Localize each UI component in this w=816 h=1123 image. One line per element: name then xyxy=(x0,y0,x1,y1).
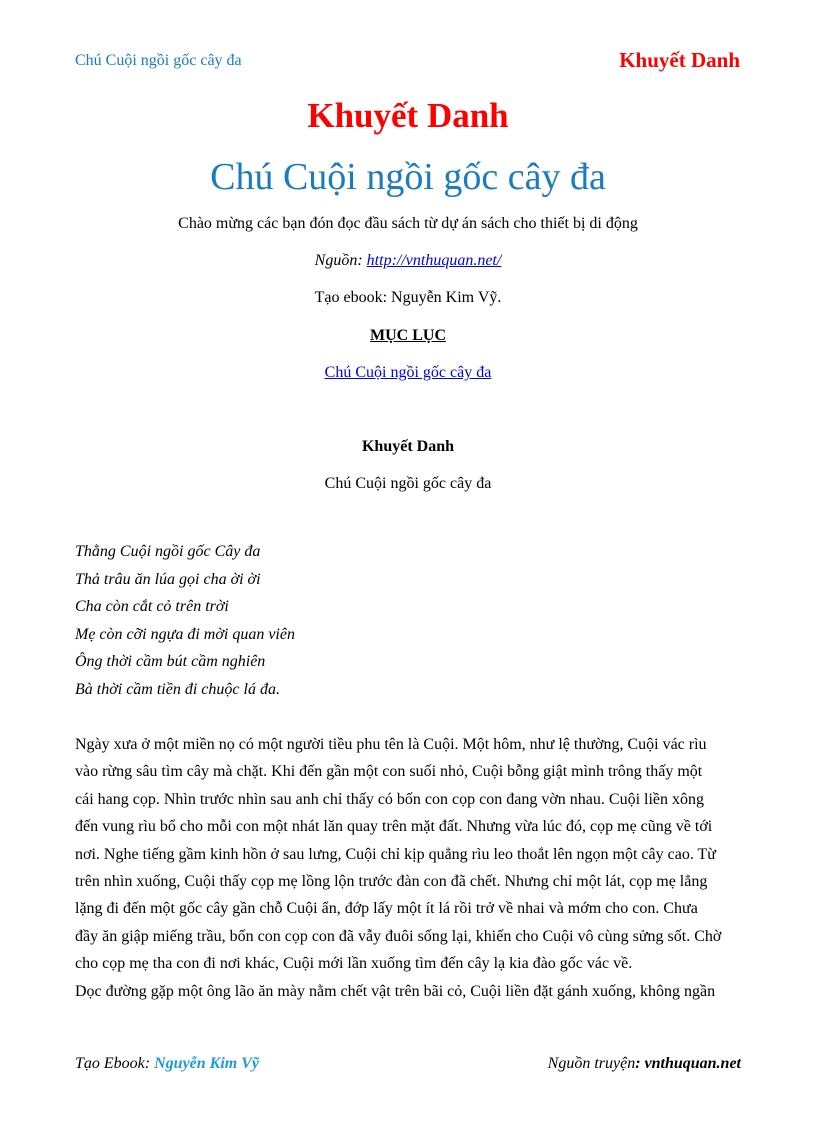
footer-source-site: vnthuquan.net xyxy=(644,1055,741,1072)
prose-line: Ngày xưa ở một miền nọ có một người tiều phu tên là Cuội. Một hôm, như lệ thường, Cuội vác rìu xyxy=(75,736,707,753)
story-text xyxy=(75,731,745,1005)
poem xyxy=(75,538,295,704)
poem-line: Thả trâu ăn lúa gọi cha ời ời xyxy=(75,570,261,588)
prose-line: Dọc đường gặp một ông lão ăn mày nằm chết vật trên bãi cỏ, Cuội liền đặt gánh xuống, không ngần xyxy=(75,982,716,1000)
poem-line: Thằng Cuội ngồi gốc Cây đa xyxy=(75,543,261,560)
poem-line: Mẹ còn cỡi ngựa đi mời quan viên xyxy=(75,625,295,643)
prose-line: đến vung rìu bổ cho mỗi con một nhát lăn quay trên mặt đất. Nhưng vừa lúc đó, cọp mẹ cũng về tới xyxy=(75,818,713,836)
footer-creator-label: Tạo Ebook: xyxy=(75,1055,155,1072)
toc-item-link[interactable]: Chú Cuội ngồi gốc cây đa xyxy=(324,364,492,381)
welcome-text: Chào mừng các bạn đón đọc đầu sách từ dự án sách cho thiết bị di động xyxy=(178,215,638,232)
poem-line: Ông thời cầm bút cầm nghiên xyxy=(75,653,266,671)
header-author: Khuyết Danh xyxy=(619,48,740,72)
prose-line: lặng đi đến một gốc cây gần chỗ Cuội ẩn, đớp lấy một ít lá rồi trở về nhai và mớm cho con. Chưa xyxy=(75,900,698,918)
book-title: Chú Cuội ngồi gốc cây đa xyxy=(210,156,606,198)
toc-heading: MỤC LỤC xyxy=(370,327,446,344)
prose-line: nơi. Nghe tiếng gầm kinh hồn ở sau lưng, Cuội chỉ kịp quẳng rìu leo thoắt lên ngọn một cây cao. Từ xyxy=(75,845,716,863)
source-link[interactable]: http://vnthuquan.net/ xyxy=(366,252,502,269)
poem-line: Bà thời cầm tiền đi chuộc lá đa. xyxy=(75,680,280,698)
prose-line: đầy ăn giập miếng trầu, bốn con cọp con đã vẫy đuôi sống lại, khiến cho Cuội vô cùng sửng sốt. Chờ xyxy=(75,927,722,945)
prose-line: cái hang cọp. Nhìn trước nhìn sau anh chỉ thấy có bốn con cọp con đang vờn nhau. Cuội liền xông xyxy=(75,790,705,808)
prose-line: vào rừng sâu tìm cây mà chặt. Khi đến gần một con suối nhỏ, Cuội bỗng giật mình trông thấy một xyxy=(75,763,703,781)
ebook-creator: Tạo ebook: Nguyễn Kim Vỹ. xyxy=(314,289,502,306)
book-author: Khuyết Danh xyxy=(307,96,509,135)
footer-creator-name: Nguyễn Kim Vỹ xyxy=(154,1055,259,1072)
page-footer xyxy=(75,1055,741,1073)
footer-source-label: Nguồn truyện xyxy=(547,1055,636,1072)
section-author: Khuyết Danh xyxy=(361,438,455,455)
footer-source xyxy=(548,1055,741,1073)
footer-creator xyxy=(75,1055,259,1073)
footer-source-colon: : xyxy=(635,1055,645,1072)
poem-line: Cha còn cắt cỏ trên trời xyxy=(75,598,229,616)
source-label: Nguồn: xyxy=(314,252,367,269)
prose-line: trên nhìn xuống, Cuội thấy cọp mẹ lồng lộn trước đàn con đã chết. Nhưng chỉ một lát, cọp mẹ lẳng xyxy=(75,873,708,891)
prose-line: cho cọp mẹ tha con đi nơi khác, Cuội mới lần xuống tìm đến cây lạ kia đào gốc vác về. xyxy=(75,955,633,973)
section-title: Chú Cuội ngồi gốc cây đa xyxy=(324,475,492,492)
header-title: Chú Cuội ngồi gốc cây đa xyxy=(75,52,242,69)
source-line xyxy=(0,252,816,270)
